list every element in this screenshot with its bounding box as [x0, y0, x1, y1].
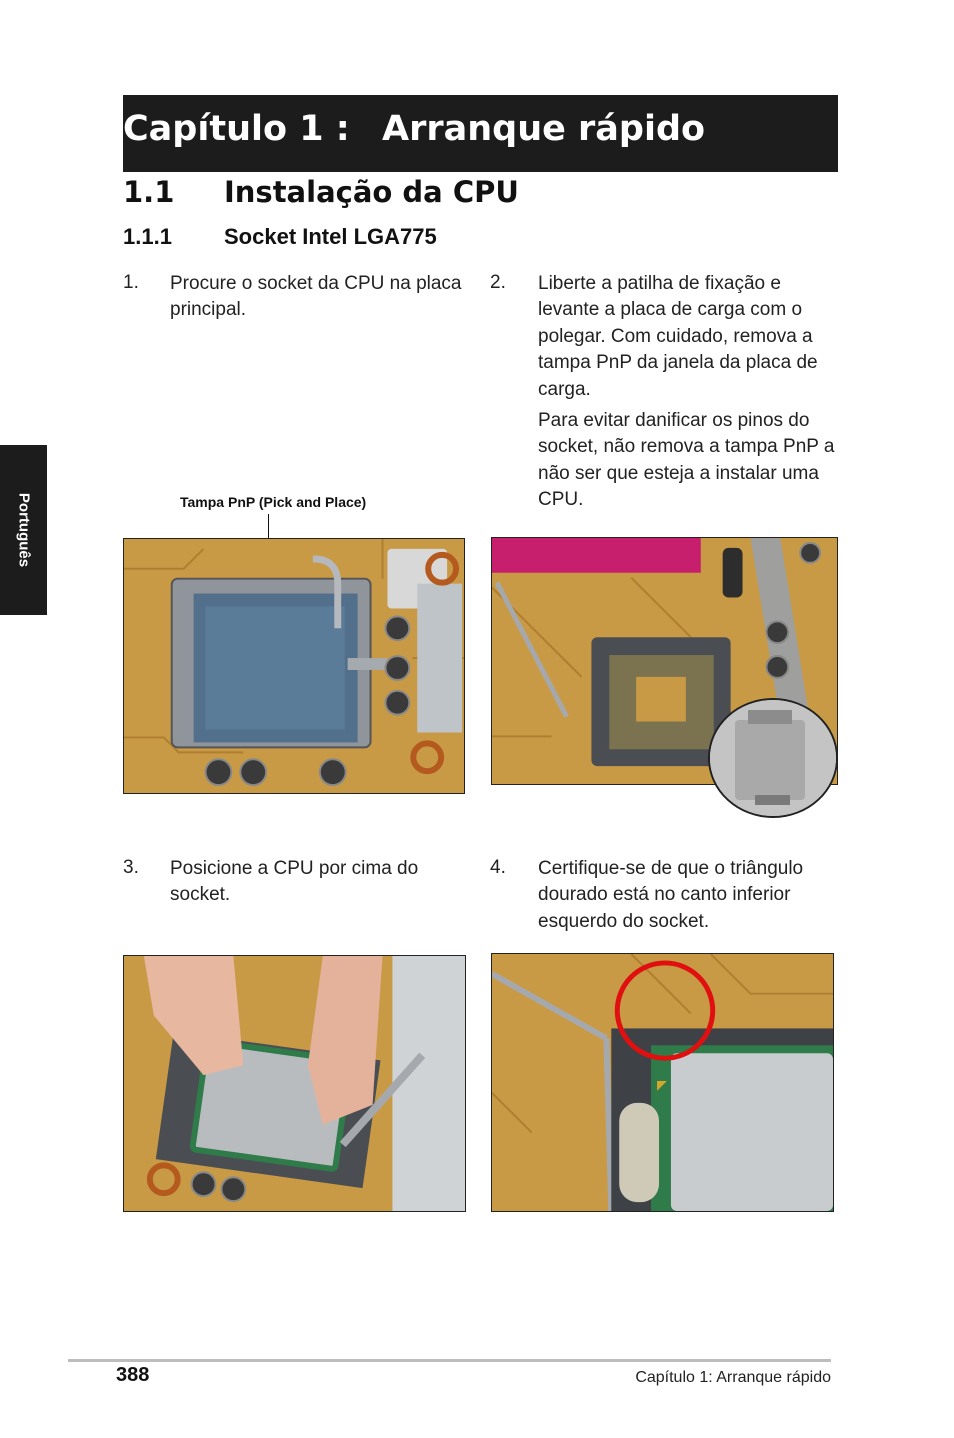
section-title: Instalação da CPU: [224, 175, 519, 209]
step-4-text: Certifique-se de que o triângulo dourado está no canto inferior esquerdo do socket.: [538, 858, 804, 932]
step-3-text: Posicione a CPU por cima do socket.: [170, 858, 419, 906]
section-number: 1.1: [123, 175, 175, 209]
language-side-tab: [0, 445, 47, 615]
chapter-number: Capítulo 1 :: [123, 109, 350, 149]
step-2-number: 2.: [490, 272, 506, 293]
chapter-title-bar: [123, 95, 838, 172]
photo-socket-with-pnp-cap: [123, 538, 465, 794]
subsection-title: Socket Intel LGA775: [224, 224, 437, 249]
photo-placing-cpu: [123, 955, 466, 1212]
chapter-title: Arranque rápido: [382, 109, 706, 149]
step-2-note: Para evitar danificar os pinos do socket, não remova a tampa PnP a não ser que esteja a instalar uma CPU.: [538, 410, 835, 511]
step-3-number: 3.: [123, 857, 139, 878]
step-1-text: Procure o socket da CPU na placa principal.: [170, 273, 462, 321]
step-4-number: 4.: [490, 857, 506, 878]
pnp-cap-zoom-inset: [708, 698, 838, 818]
step-1-number: 1.: [123, 272, 139, 293]
step-2-text: Liberte a patilha de fixação e levante a placa de carga com o polegar. Com cuidado, remova a tampa PnP da janela da placa de carga.: [538, 273, 818, 400]
running-footer-title: Capítulo 1: Arranque rápido: [635, 1369, 831, 1386]
subsection-number: 1.1.1: [123, 224, 172, 249]
page-number: 388: [116, 1364, 150, 1386]
photo-cpu-seated-triangle: [491, 953, 834, 1212]
footer-rule: [68, 1359, 831, 1362]
language-label: Português: [15, 492, 32, 568]
pnp-cap-callout-label: Tampa PnP (Pick and Place): [180, 494, 367, 510]
